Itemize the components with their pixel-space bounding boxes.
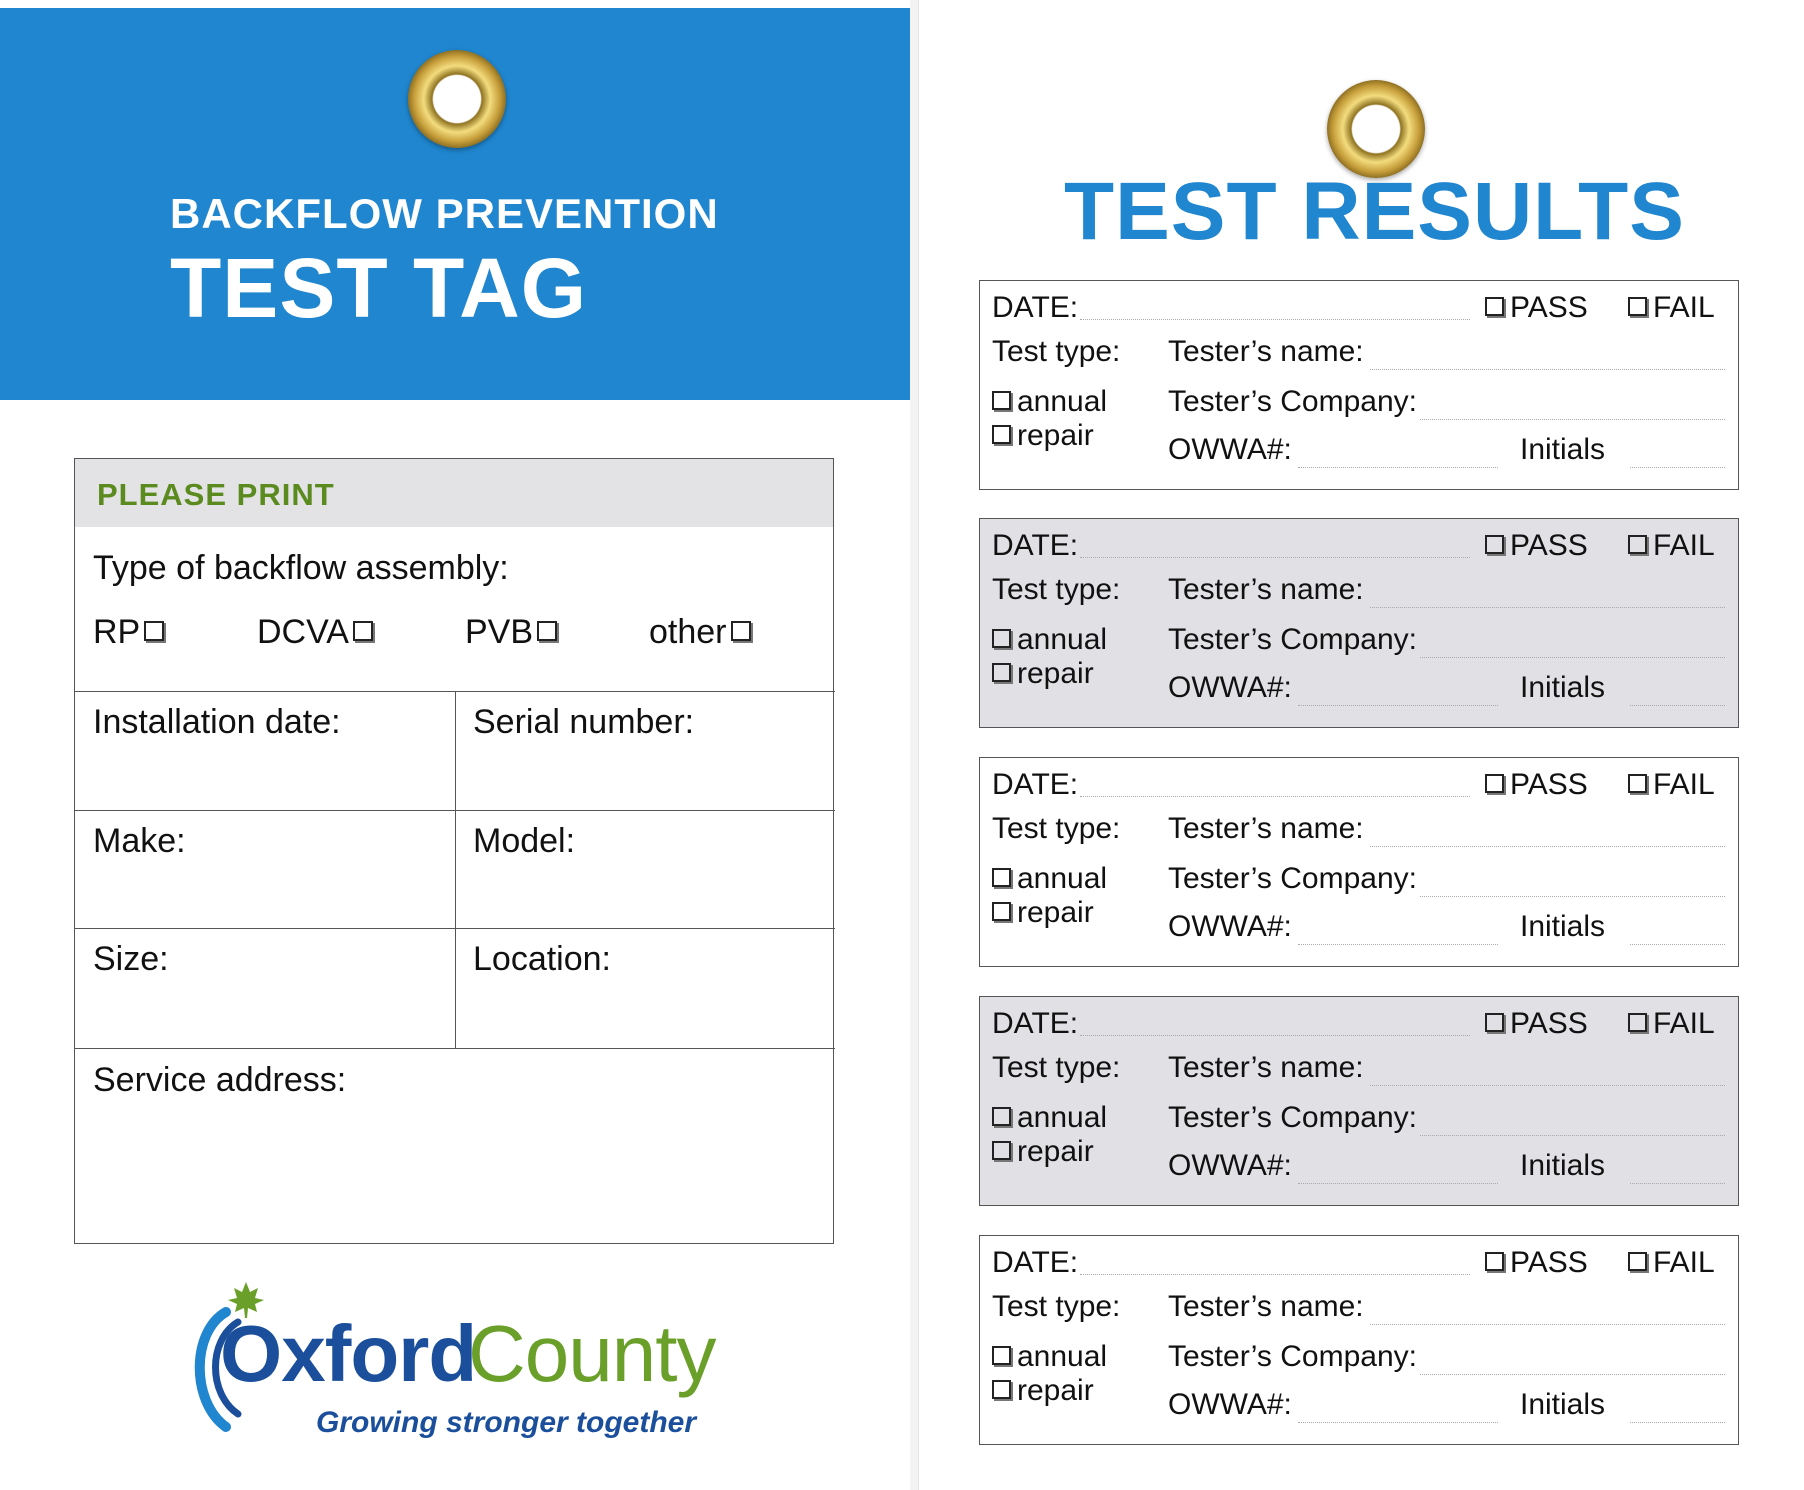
serial-number-field[interactable]: Serial number: xyxy=(473,703,695,741)
test-record xyxy=(979,280,1739,490)
pvb-checkbox-icon[interactable] xyxy=(537,621,557,641)
dotted-line xyxy=(1298,705,1498,706)
checkbox-icon[interactable] xyxy=(992,868,1011,887)
pass-label: PASS xyxy=(1510,291,1588,324)
dotted-line xyxy=(1370,369,1725,370)
date-field[interactable]: DATE: xyxy=(992,291,1079,324)
testers-company-field[interactable]: Tester’s Company: xyxy=(1168,1340,1417,1373)
dotted-line xyxy=(1080,1035,1470,1036)
divider xyxy=(455,691,456,1048)
please-print-banner xyxy=(75,459,833,527)
location-field[interactable]: Location: xyxy=(473,940,611,978)
option-pvb[interactable] xyxy=(465,613,557,652)
date-field[interactable]: DATE: xyxy=(992,1246,1079,1279)
fail-label: FAIL xyxy=(1653,529,1715,562)
fail-label: FAIL xyxy=(1653,768,1715,801)
rp-checkbox-icon[interactable] xyxy=(144,621,164,641)
annual-label: annual xyxy=(1017,623,1108,656)
installation-date-field[interactable]: Installation date: xyxy=(93,703,341,741)
test-type-label: Test type: xyxy=(992,812,1121,845)
annual-checkbox[interactable] xyxy=(992,385,1107,419)
tag-separator xyxy=(910,0,918,1490)
annual-checkbox[interactable] xyxy=(992,862,1107,896)
pass-label: PASS xyxy=(1510,1246,1588,1279)
fail-checkbox[interactable] xyxy=(1628,1246,1715,1280)
dotted-line xyxy=(1370,607,1725,608)
dotted-line xyxy=(1420,657,1725,658)
owwa-field[interactable]: OWWA#: xyxy=(1168,1388,1292,1421)
checkbox-icon[interactable] xyxy=(1485,774,1504,793)
dotted-line xyxy=(1630,467,1725,468)
checkbox-icon[interactable] xyxy=(992,1141,1011,1160)
repair-label: repair xyxy=(1017,1135,1094,1168)
checkbox-icon[interactable] xyxy=(992,902,1011,921)
dotted-line xyxy=(1420,896,1725,897)
pass-checkbox[interactable] xyxy=(1485,768,1588,802)
date-field[interactable]: DATE: xyxy=(992,768,1079,801)
grommet-icon xyxy=(408,50,506,148)
checkbox-icon[interactable] xyxy=(992,1380,1011,1399)
testers-company-field[interactable]: Tester’s Company: xyxy=(1168,623,1417,656)
tag-title: TEST TAG xyxy=(170,241,588,335)
service-address-field[interactable]: Service address: xyxy=(93,1061,347,1099)
option-dcva[interactable] xyxy=(257,613,373,652)
dotted-line xyxy=(1298,467,1498,468)
testers-company-field[interactable]: Tester’s Company: xyxy=(1168,385,1417,418)
size-field[interactable]: Size: xyxy=(93,940,169,978)
logo-county-text: County xyxy=(468,1309,716,1398)
pass-checkbox[interactable] xyxy=(1485,1246,1588,1280)
annual-label: annual xyxy=(1017,1340,1108,1373)
owwa-field[interactable]: OWWA#: xyxy=(1168,910,1292,943)
repair-label: repair xyxy=(1017,419,1094,452)
repair-label: repair xyxy=(1017,896,1094,929)
dotted-line xyxy=(1420,1135,1725,1136)
repair-label: repair xyxy=(1017,657,1094,690)
option-rp-label: RP xyxy=(93,613,141,651)
dotted-line xyxy=(1298,1422,1498,1423)
option-other-label: other xyxy=(649,613,727,651)
checkbox-icon[interactable] xyxy=(992,629,1011,648)
tag-subtitle: BACKFLOW PREVENTION xyxy=(170,190,719,237)
annual-checkbox[interactable] xyxy=(992,1101,1107,1135)
repair-label: repair xyxy=(1017,1374,1094,1407)
make-field[interactable]: Make: xyxy=(93,822,186,860)
test-record xyxy=(979,757,1739,967)
owwa-field[interactable]: OWWA#: xyxy=(1168,433,1292,466)
test-record xyxy=(979,518,1739,728)
checkbox-icon[interactable] xyxy=(1628,297,1647,316)
checkbox-icon[interactable] xyxy=(1628,535,1647,554)
logo-tagline: Growing stronger together xyxy=(316,1406,697,1439)
please-print-label: PLEASE PRINT xyxy=(97,477,335,512)
test-results-title: TEST RESULTS xyxy=(1064,166,1685,257)
other-checkbox-icon[interactable] xyxy=(731,621,751,641)
option-pvb-label: PVB xyxy=(465,613,534,651)
repair-checkbox[interactable] xyxy=(992,1135,1094,1169)
dotted-line xyxy=(1080,557,1470,558)
pass-label: PASS xyxy=(1510,768,1588,801)
repair-checkbox[interactable] xyxy=(992,1374,1094,1408)
annual-checkbox[interactable] xyxy=(992,623,1107,657)
initials-field[interactable]: Initials xyxy=(1520,433,1606,466)
test-record xyxy=(979,996,1739,1206)
checkbox-icon[interactable] xyxy=(992,425,1011,444)
owwa-field[interactable]: OWWA#: xyxy=(1168,671,1292,704)
fail-label: FAIL xyxy=(1653,1246,1715,1279)
fail-checkbox[interactable] xyxy=(1628,768,1715,802)
checkbox-icon[interactable] xyxy=(1485,1252,1504,1271)
initials-field[interactable]: Initials xyxy=(1520,910,1606,943)
checkbox-icon[interactable] xyxy=(1628,774,1647,793)
testers-name-field[interactable]: Tester’s name: xyxy=(1168,335,1364,368)
dotted-line xyxy=(1420,419,1725,420)
initials-field[interactable]: Initials xyxy=(1520,671,1606,704)
checkbox-icon[interactable] xyxy=(1485,297,1504,316)
divider xyxy=(75,1048,835,1049)
dotted-line xyxy=(1080,796,1470,797)
dcva-checkbox-icon[interactable] xyxy=(353,621,373,641)
dotted-line xyxy=(1630,944,1725,945)
fail-checkbox[interactable] xyxy=(1628,1007,1715,1041)
test-record xyxy=(979,1235,1739,1445)
fail-label: FAIL xyxy=(1653,291,1715,324)
initials-field[interactable]: Initials xyxy=(1520,1149,1606,1182)
model-field[interactable]: Model: xyxy=(473,822,576,860)
pass-label: PASS xyxy=(1510,1007,1588,1040)
dotted-line xyxy=(1370,1085,1725,1086)
dotted-line xyxy=(1630,1183,1725,1184)
pass-checkbox[interactable] xyxy=(1485,291,1588,325)
checkbox-icon[interactable] xyxy=(992,391,1011,410)
back-tag xyxy=(918,0,1804,1490)
dotted-line xyxy=(1080,1274,1470,1275)
device-info-form xyxy=(74,458,834,1244)
checkbox-icon[interactable] xyxy=(1485,535,1504,554)
repair-checkbox[interactable] xyxy=(992,419,1094,453)
oxford-county-logo xyxy=(186,1280,746,1450)
dotted-line xyxy=(1420,1374,1725,1375)
checkbox-icon[interactable] xyxy=(1628,1252,1647,1271)
grommet-icon xyxy=(1327,80,1425,178)
test-type-label: Test type: xyxy=(992,573,1121,606)
annual-label: annual xyxy=(1017,1101,1108,1134)
fail-checkbox[interactable] xyxy=(1628,529,1715,563)
dotted-line xyxy=(1298,1183,1498,1184)
annual-checkbox[interactable] xyxy=(992,1340,1107,1374)
testers-company-field[interactable]: Tester’s Company: xyxy=(1168,1101,1417,1134)
repair-checkbox[interactable] xyxy=(992,896,1094,930)
checkbox-icon[interactable] xyxy=(992,1346,1011,1365)
testers-name-field[interactable]: Tester’s name: xyxy=(1168,573,1364,606)
checkbox-icon[interactable] xyxy=(992,663,1011,682)
annual-label: annual xyxy=(1017,862,1108,895)
initials-field[interactable]: Initials xyxy=(1520,1388,1606,1421)
fail-checkbox[interactable] xyxy=(1628,291,1715,325)
annual-label: annual xyxy=(1017,385,1108,418)
option-other[interactable] xyxy=(649,613,751,652)
dotted-line xyxy=(1630,1422,1725,1423)
pass-checkbox[interactable] xyxy=(1485,1007,1588,1041)
testers-company-field[interactable]: Tester’s Company: xyxy=(1168,862,1417,895)
test-type-label: Test type: xyxy=(992,335,1121,368)
checkbox-icon[interactable] xyxy=(992,1107,1011,1126)
option-rp[interactable] xyxy=(93,613,164,652)
dotted-line xyxy=(1080,319,1470,320)
test-type-label: Test type: xyxy=(992,1051,1121,1084)
fail-label: FAIL xyxy=(1653,1007,1715,1040)
dotted-line xyxy=(1370,846,1725,847)
date-field[interactable]: DATE: xyxy=(992,529,1079,562)
dotted-line xyxy=(1298,944,1498,945)
date-field[interactable]: DATE: xyxy=(992,1007,1079,1040)
logo-oxford-text: Oxford xyxy=(220,1309,477,1398)
testers-name-field[interactable]: Tester’s name: xyxy=(1168,812,1364,845)
assembly-type-label: Type of backflow assembly: xyxy=(93,549,509,587)
pass-label: PASS xyxy=(1510,529,1588,562)
repair-checkbox[interactable] xyxy=(992,657,1094,691)
option-dcva-label: DCVA xyxy=(257,613,349,651)
dotted-line xyxy=(1630,705,1725,706)
testers-name-field[interactable]: Tester’s name: xyxy=(1168,1051,1364,1084)
checkbox-icon[interactable] xyxy=(1628,1013,1647,1032)
testers-name-field[interactable]: Tester’s name: xyxy=(1168,1290,1364,1323)
pass-checkbox[interactable] xyxy=(1485,529,1588,563)
owwa-field[interactable]: OWWA#: xyxy=(1168,1149,1292,1182)
test-type-label: Test type: xyxy=(992,1290,1121,1323)
checkbox-icon[interactable] xyxy=(1485,1013,1504,1032)
dotted-line xyxy=(1370,1324,1725,1325)
